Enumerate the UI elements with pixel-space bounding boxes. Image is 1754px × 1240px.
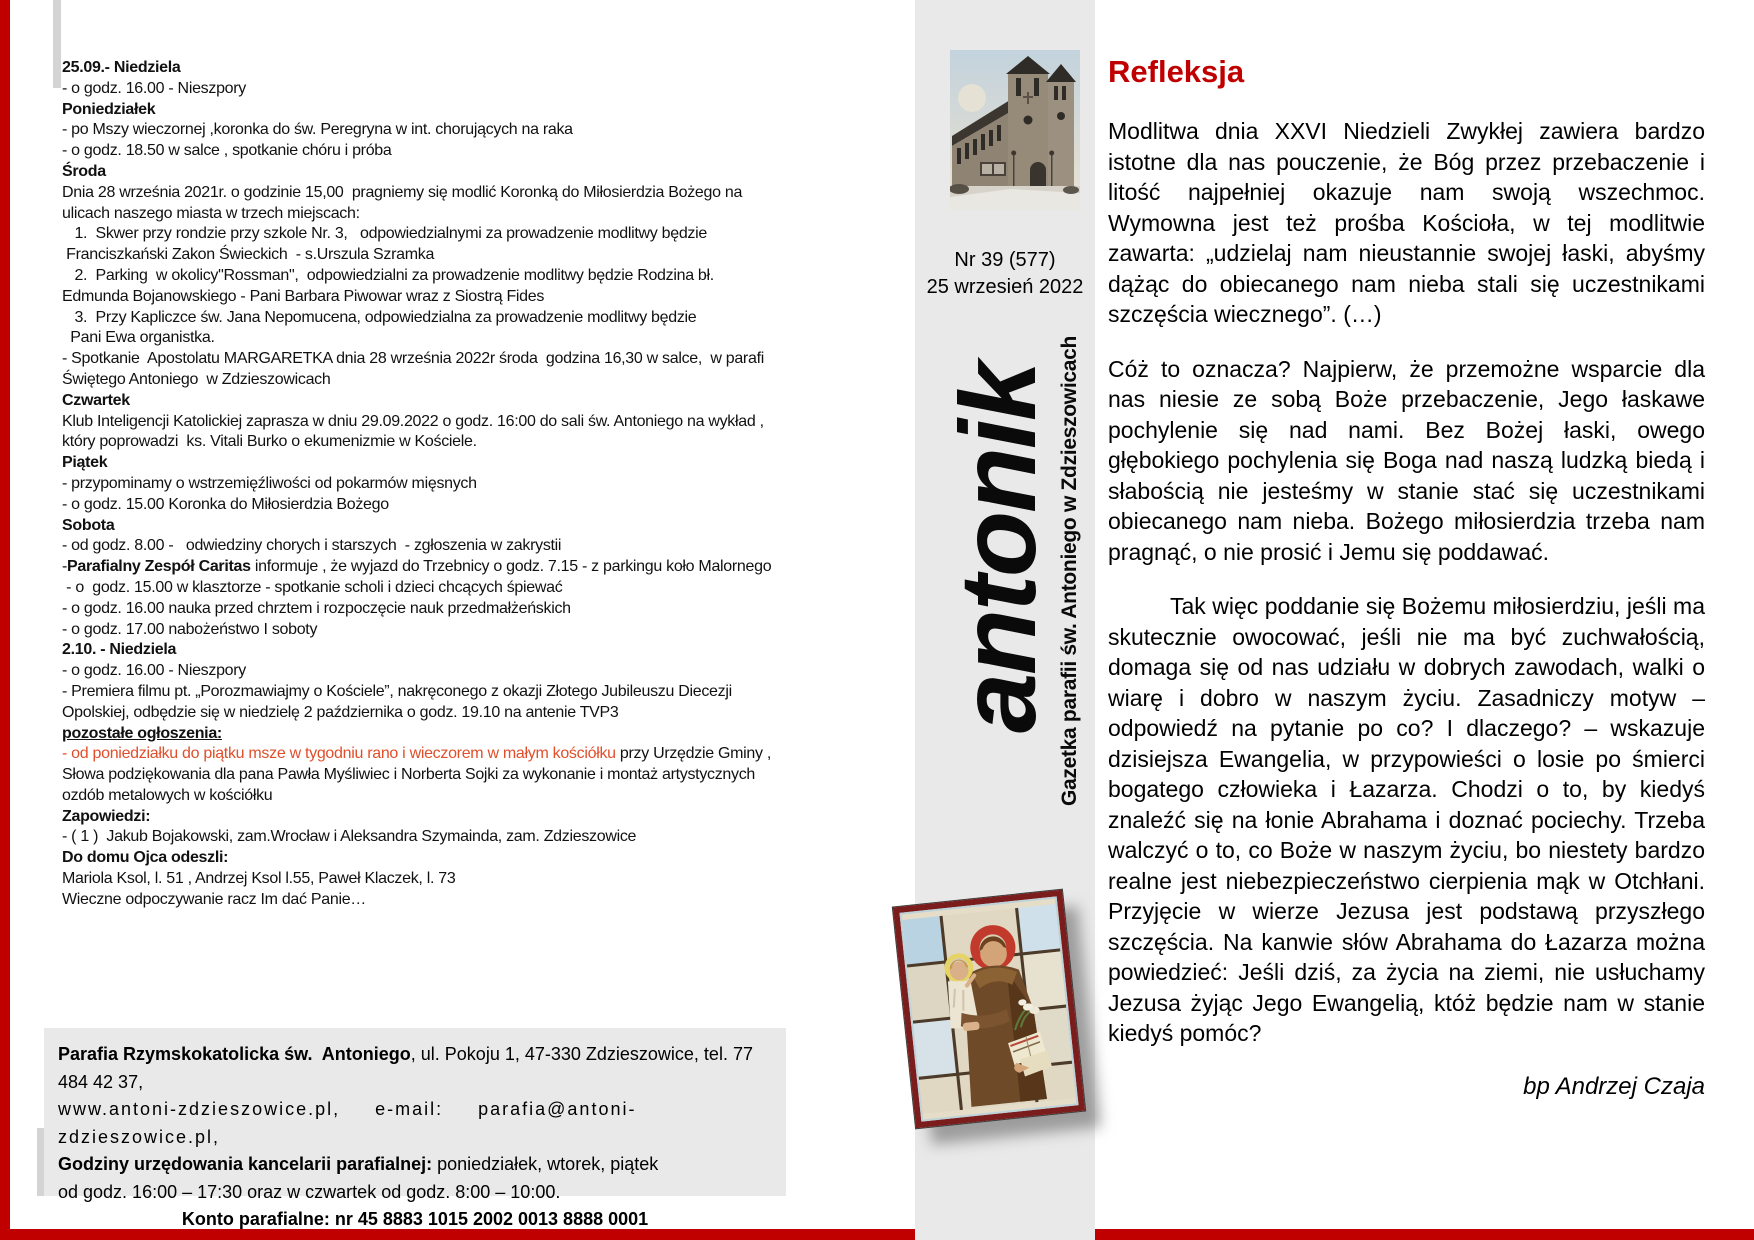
contact-line <box>58 1151 772 1179</box>
text-segment: Zapowiedzi: <box>62 807 151 825</box>
article-heading: Refleksja <box>1108 54 1245 89</box>
text-segment: www.antoni-zdzieszowice.pl, e-mail: parafia@antoni-zdzieszowice.pl, <box>58 1099 637 1147</box>
schedule-line <box>62 245 784 266</box>
text-segment: Konto parafialne: nr 45 8883 1015 2002 0013 8888 0001 <box>181 1209 649 1229</box>
text-segment: Pani Ewa organistka. <box>62 329 215 347</box>
contact-line <box>58 1179 772 1207</box>
schedule-line <box>62 308 784 329</box>
text-segment: Parafialny Zespół Caritas <box>67 558 251 576</box>
schedule-line <box>62 453 784 474</box>
newsletter-title: antonik <box>937 363 1058 734</box>
schedule-line <box>62 100 784 121</box>
schedule-line <box>62 516 784 537</box>
schedule-line <box>62 765 784 807</box>
page-border-left <box>0 0 10 1240</box>
schedule-line <box>62 349 784 391</box>
text-segment: Do domu Ojca odeszli: <box>62 849 229 867</box>
text-segment: Parafia Rzymskokatolicka św. Antoniego <box>58 1044 411 1064</box>
article-paragraph: Tak więc poddanie się Bożemu miłosierdziu, jeśli ma skutecznie owocować, jeśli nie ma być zuchwałością, domaga się od nas udziału w dobrych zawodach, walki o wiarę i dobro w naszym życiu. Zasadniczy motyw – odpowiedź na pytanie po co? I dlaczego? – wskazuje dzisiejsza Ewangelia, w przypowieści o losie po śmierci bogatego człowieka i Łazarza. Chodzi o to, by kiedyś znaleźć się na łonie Abrahama i doznać pociechy. Trzeba walczyć o to, co Boże w naszym życiu, bo niestety bardzo realne jest niebezpieczeństwo cierpienia mąk w Otchłani. Przyjęcie w wierze Jezusa jest podstawą przyszłego szczęścia. Na kanwie słów Abrahama do Łazarza można powiedzieć: Jeśli dziś, za życia na ziemi, nie usłuchamy Jezusa żyjąc Jego Ewangelią, któż będzie nam w stanie kiedyś pomóc? <box>1108 593 1705 1046</box>
contact-line <box>58 1041 772 1096</box>
schedule-line <box>62 183 784 225</box>
schedule-line <box>62 162 784 183</box>
schedule-line <box>62 495 784 516</box>
church-photo-graphic <box>950 50 1080 210</box>
schedule-line <box>62 661 784 682</box>
schedule-line <box>62 890 784 911</box>
text-segment: poniedziałek, wtorek, piątek <box>432 1154 659 1174</box>
text-segment: Wieczne odpoczywanie racz Im dać Panie… <box>62 890 366 908</box>
text-segment: - o godz. 16.00 - Nieszpory <box>62 662 246 680</box>
text-segment: - Premiera filmu pt. „Porozmawiajmy o Kościele”, nakręconego z okazji Złotego Jubileuszu Diecezji Opolskiej, odbędzie się w niedzielę 2 października o godz. 19.10 na antenie TVP3 <box>62 682 737 721</box>
schedule-line <box>62 599 784 620</box>
schedule-line <box>62 328 784 349</box>
schedule-line <box>62 744 784 765</box>
stained-glass-inner-frame <box>899 896 1078 1121</box>
text-segment: - o godz. 18.50 w salce , spotkanie chóru i próba <box>62 142 392 160</box>
text-segment: Poniedziałek <box>62 100 156 118</box>
parish-contact-box <box>44 1028 786 1229</box>
text-segment: Czwartek <box>62 391 130 409</box>
text-segment: - o godz. 16.00 - Nieszpory <box>62 79 246 97</box>
text-segment: przy Urzędzie Gminy , <box>615 745 771 763</box>
schedule-line <box>62 827 784 848</box>
schedule-line <box>62 557 784 578</box>
stained-glass-graphic <box>902 899 1077 1120</box>
scan-artifact-top <box>53 0 61 88</box>
text-segment: od godz. 16:00 – 17:30 oraz w czwartek od godz. 8:00 – 10:00. <box>58 1181 561 1202</box>
schedule-line <box>62 141 784 162</box>
schedule-line <box>62 474 784 495</box>
text-segment: 1. Skwer przy rondzie przy szkole Nr. 3, odpowiedzialnymi za prowadzenie modlitwy będzie <box>62 225 707 243</box>
contact-line <box>58 1206 772 1234</box>
schedule-line <box>62 807 784 828</box>
text-segment: Mariola Ksol, l. 51 , Andrzej Ksol l.55, Paweł Klaczek, l. 73 <box>62 870 456 888</box>
schedule-line <box>62 682 784 724</box>
schedule-line <box>62 412 784 454</box>
text-segment: - o godz. 17.00 nabożeństwo I soboty <box>62 620 318 638</box>
text-segment: - po Mszy wieczornej ,koronka do św. Peregryna w int. chorujących na raka <box>62 121 573 139</box>
schedule-line <box>62 848 784 869</box>
schedule-line <box>62 58 784 79</box>
schedule-line <box>62 724 784 745</box>
text-segment: 25.09.- Niedziela <box>62 59 181 76</box>
left-column <box>62 58 784 911</box>
issue-info <box>915 247 1095 301</box>
schedule-line <box>62 536 784 557</box>
newsletter-subtitle: Gazetka parafii św. Antoniego w Zdzieszowicach <box>1058 335 1081 807</box>
schedule-line <box>62 224 784 245</box>
contact-line <box>58 1096 772 1151</box>
schedule-line <box>62 120 784 141</box>
schedule-line <box>62 869 784 890</box>
text-segment: Słowa podziękowania dla pana Pawła Myśliwiec i Norberta Sojki za wykonanie i montaż artystycznych ozdób metalowych w kościółku <box>62 766 760 804</box>
text-segment: Środa <box>62 162 106 180</box>
text-segment: Sobota <box>62 516 115 534</box>
text-segment: Godziny urzędowania kancelarii parafialnej: <box>58 1154 433 1174</box>
text-segment: - o godz. 16.00 nauka przed chrztem i rozpoczęcie nauk przedmałżeńskich <box>62 599 571 617</box>
issue-date: 25 wrzesień 2022 <box>926 276 1084 298</box>
text-segment: - ( 1 ) Jakub Bojakowski, zam.Wrocław i Aleksandra Szymainda, zam. Zdzieszowice <box>62 828 637 846</box>
schedule-line <box>62 391 784 412</box>
text-segment: - <box>62 558 68 576</box>
text-segment: 2. Parking w okolicy"Rossman", odpowiedzialni za prowadzenie modlitwy będzie Rodzina bł. Edmunda Bojanowskiego - Pani Barbara Piwowar wraz z Siostrą Fides <box>62 266 719 305</box>
text-segment: - przypominamy o wstrzemięźliwości od pokarmów mięsnych <box>62 474 477 492</box>
article-paragraph: Cóż to oznacza? Najpierw, że przemożne wsparcie dla nas niesie ze sobą Boże przebaczenie, Jego łaskawe pochylenie się nad nami. Bez Bożej łaski, owego głębokiego pochylenia się Boga nad naszą ludzką biedą i słabością nie jesteśmy w stanie stać się uczestnikami obiecanego nam nieba. Bożego miłosierdzia trzeba nam pragnąć, o nie prosić i Jemu się poddawać. <box>1108 355 1705 565</box>
text-segment: - od godz. 8.00 - odwiedziny chorych i starszych - zgłoszenia w zakrystii <box>62 537 562 555</box>
text-segment: Klub Inteligencji Katolickiej zaprasza w dniu 29.09.2022 o godz. 16:00 do sali św. Antoniego na wykład , który poprowadzi ks. Vitali Burko o ekumenizmie w Kościele. <box>62 412 768 451</box>
text-segment: Piątek <box>62 454 108 472</box>
article-body <box>1108 116 1705 1049</box>
text-segment: informuje , że wyjazd do Trzebnicy o godz. 7.15 - z parkingu koło Malornego <box>250 558 772 576</box>
issue-number: Nr 39 (577) <box>954 249 1056 271</box>
article-column <box>1108 55 1705 1101</box>
schedule-line <box>62 79 784 100</box>
schedule-line <box>62 620 784 641</box>
text-segment: pozostałe ogłoszenia: <box>62 724 222 742</box>
text-segment: - o godz. 15.00 Koronka do Miłosierdzia Bożego <box>62 495 389 513</box>
text-segment: 3. Przy Kapliczce św. Jana Nepomucena, odpowiedzialna za prowadzenie modlitwy będzie <box>62 308 697 326</box>
text-segment: , ul. Pokoju 1, 47-330 Zdzieszowice, tel. 77 484 42 37, <box>58 1044 758 1092</box>
text-segment: Dnia 28 września 2021r. o godzinie 15,00 pragniemy się modlić Koronką do Miłosierdzia Bożego na ulicach naszego miasta w trzech miejscach: <box>62 183 747 222</box>
stained-glass-image <box>893 890 1085 1129</box>
church-photo <box>950 50 1080 210</box>
text-segment: - o godz. 15.00 w klasztorze - spotkanie scholi i dzieci chcących śpiewać <box>62 578 563 596</box>
text-segment: Franciszkański Zakon Świeckich - s.Urszula Szramka <box>62 246 435 264</box>
schedule-line <box>62 578 784 599</box>
text-segment: 2.10. - Niedziela <box>62 641 177 659</box>
schedule-line <box>62 266 784 308</box>
article-paragraph: Modlitwa dnia XXVI Niedzieli Zwykłej zawiera bardzo istotne dla nas pouczenie, że Bóg przez przebaczenie i litość najpełniej okazuje nam swoją wszechmoc. Wymowna jest też prośba Kościoła, w tej modlitwie zawarta: „udzielaj nam nieustannie swojej łaski, abyśmy dążąc do obiecanego nam nieba stali się uczestnikami szczęścia wiecznego”. (…) <box>1108 118 1705 327</box>
text-segment: - od poniedziałku do piątku msze w tygodniu rano i wieczorem w małym kościółku <box>62 745 616 763</box>
text-segment: - Spotkanie Apostolatu MARGARETKA dnia 28 września 2022r środa godzina 16,30 w salce, w parafi Świętego Antoniego w Zdzieszowicach <box>62 350 769 388</box>
article-signature: bp Andrzej Czaja <box>1523 1072 1705 1100</box>
schedule-line <box>62 640 784 661</box>
